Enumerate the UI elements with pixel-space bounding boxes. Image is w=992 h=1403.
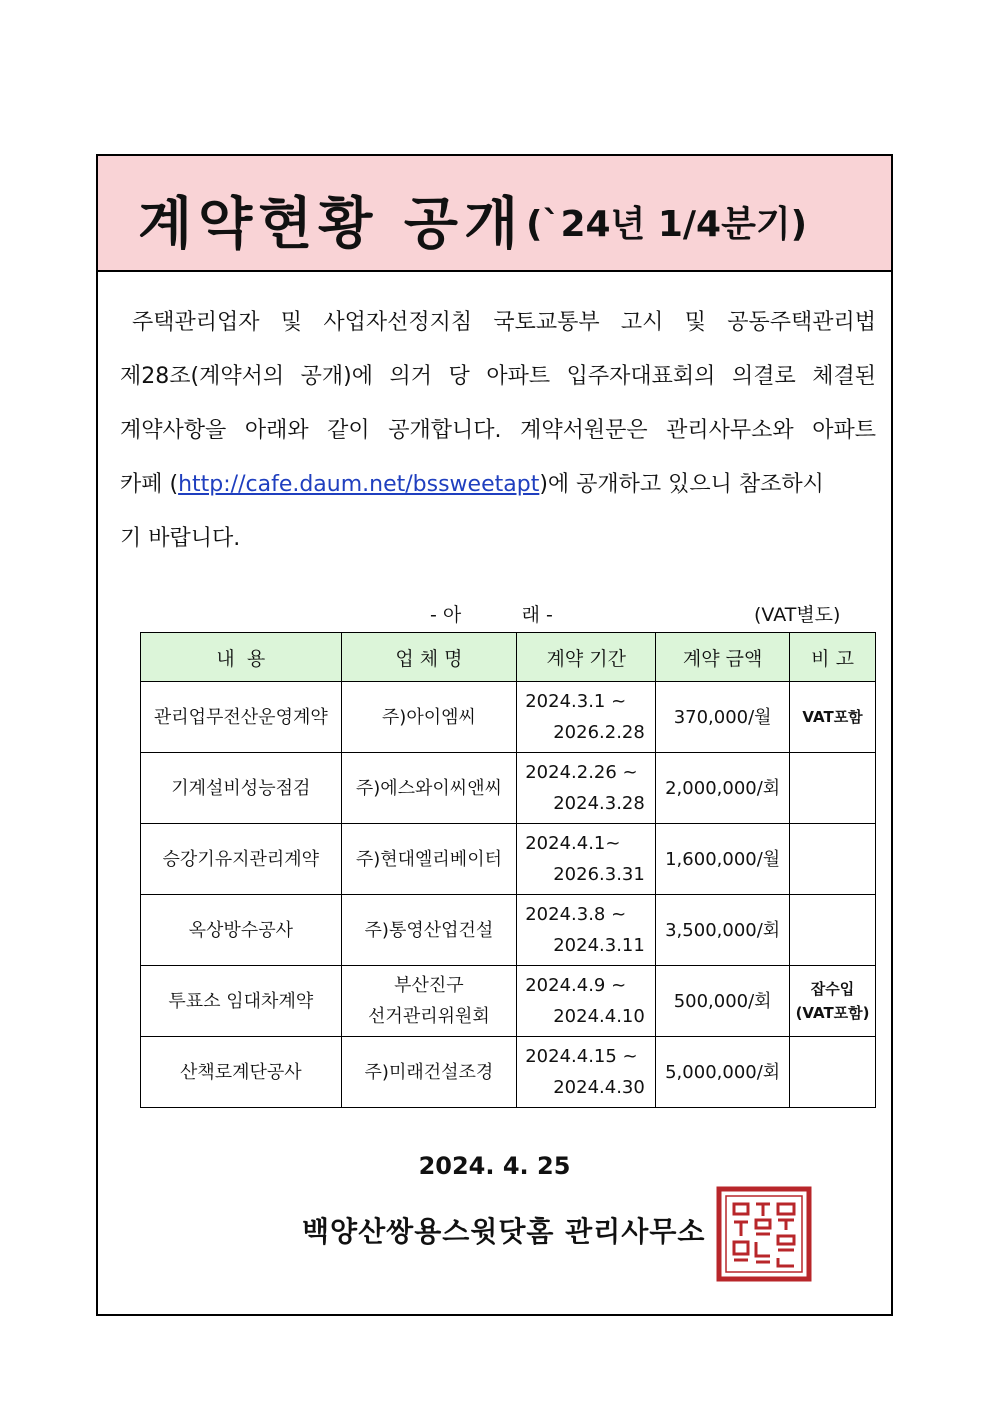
cell-item: 승강기유지관리계약 [141, 824, 342, 895]
period-start: 2024.4.9 ~ [525, 975, 627, 996]
cell-amount: 370,000/월 [656, 682, 790, 753]
cell-item: 기계설비성능점검 [141, 753, 342, 824]
cell-note [790, 753, 876, 824]
cell-item: 투표소 임대차계약 [141, 966, 342, 1037]
cell-note [790, 895, 876, 966]
header-item: 내 용 [141, 633, 342, 682]
notice-frame [96, 154, 893, 1316]
period-end: 2024.4.10 [553, 1006, 645, 1027]
header-period: 계약 기간 [517, 633, 656, 682]
subheading: - 아 래 - [430, 604, 553, 626]
period-start: 2024.2.26 ~ [525, 762, 638, 783]
period-end: 2024.3.28 [553, 793, 645, 814]
intro-line-3: 계약사항을 아래와 같이 공개합니다. 계약서원문은 관리사무소와 아파트 [120, 418, 876, 443]
intro-line-4-pre: 카페 ( [120, 472, 179, 497]
cell-amount: 1,600,000/월 [656, 824, 790, 895]
cell-note [790, 824, 876, 895]
intro-line-4 [120, 458, 876, 512]
header-company: 업 체 명 [341, 633, 517, 682]
office-name: 백양산쌍용스윗닷홈 관리사무소 [302, 1215, 706, 1248]
table-row [141, 966, 876, 1037]
intro-paragraph [120, 296, 876, 566]
cell-amount: 5,000,000/회 [656, 1037, 790, 1108]
contracts-table [140, 632, 876, 1108]
cell-note: VAT포함 [790, 682, 876, 753]
period-start: 2024.4.1~ [525, 833, 621, 854]
cell-period [517, 753, 656, 824]
table-row [141, 895, 876, 966]
cell-company: 주)미래건설조경 [341, 1037, 517, 1108]
period-start: 2024.4.15 ~ [525, 1046, 638, 1067]
period-end: 2024.4.30 [553, 1077, 645, 1098]
title-bar [98, 156, 891, 272]
notice-date: 2024. 4. 25 [418, 1152, 571, 1180]
header-note: 비 고 [790, 633, 876, 682]
cell-period [517, 966, 656, 1037]
cell-company: 부산진구 선거관리위원회 [341, 966, 517, 1037]
cell-period [517, 682, 656, 753]
period-end: 2026.3.31 [553, 864, 645, 885]
cell-company: 주)에스와이씨앤씨 [341, 753, 517, 824]
table-row [141, 1037, 876, 1108]
cell-period [517, 1037, 656, 1108]
page-subtitle: (`24년 1/4분기) [526, 204, 808, 245]
cell-company: 주)현대엘리베이터 [341, 824, 517, 895]
intro-line-4-post: )에 공개하고 있으니 참조하시 [539, 472, 824, 497]
table-row [141, 682, 876, 753]
period-start: 2024.3.8 ~ [525, 904, 627, 925]
page-title: 계약현황 공개 [138, 192, 525, 257]
intro-line-1: 주택관리업자 및 사업자선정지침 국토교통부 고시 및 공동주택관리법 [132, 310, 876, 335]
period-end: 2026.2.28 [553, 722, 645, 743]
vat-note: (VAT별도) [754, 604, 841, 626]
cafe-link[interactable]: http://cafe.daum.net/bssweetapt [178, 472, 540, 497]
period-start: 2024.3.1 ~ [525, 691, 627, 712]
cell-amount: 2,000,000/회 [656, 753, 790, 824]
cell-note: 잡수입 (VAT포함) [790, 966, 876, 1037]
table-header-row [141, 633, 876, 682]
header-amount: 계약 금액 [656, 633, 790, 682]
cell-company: 주)아이엠씨 [341, 682, 517, 753]
cell-item: 관리업무전산운영계약 [141, 682, 342, 753]
cell-item: 산책로계단공사 [141, 1037, 342, 1108]
intro-line-2: 제28조(계약서의 공개)에 의거 당 아파트 입주자대표회의 의결로 체결된 [120, 364, 876, 389]
table-row [141, 824, 876, 895]
official-seal-icon [716, 1186, 812, 1282]
intro-line-5: 기 바랍니다. [120, 526, 241, 551]
cell-amount: 3,500,000/회 [656, 895, 790, 966]
period-end: 2024.3.11 [553, 935, 645, 956]
cell-item: 옥상방수공사 [141, 895, 342, 966]
table-row [141, 753, 876, 824]
cell-note [790, 1037, 876, 1108]
cell-period [517, 895, 656, 966]
cell-amount: 500,000/회 [656, 966, 790, 1037]
cell-period [517, 824, 656, 895]
cell-company: 주)통영산업건설 [341, 895, 517, 966]
